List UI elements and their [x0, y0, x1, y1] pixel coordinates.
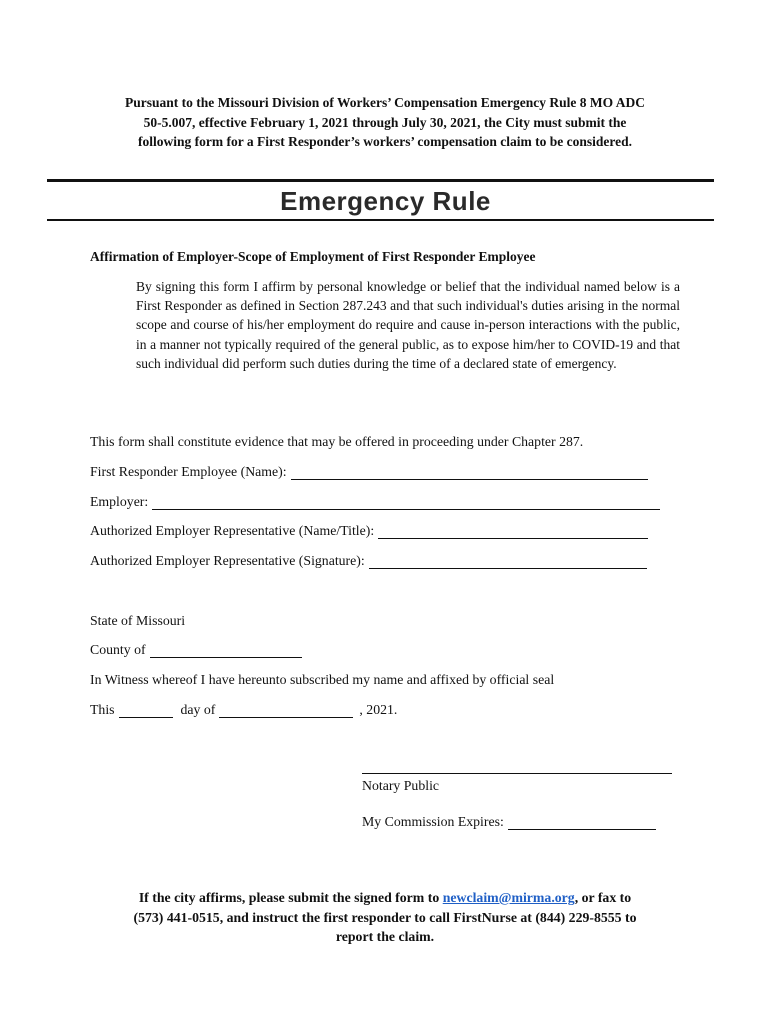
county-row — [90, 642, 302, 658]
witness-row — [90, 672, 554, 688]
date-row — [90, 702, 397, 718]
intro-line-2: 50-5.007, effective February 1, 2021 through July 30, 2021, the City must submit the — [143, 114, 627, 130]
rep-signature-row — [90, 553, 647, 569]
email-link[interactable]: newclaim@mirma.org — [442, 890, 575, 905]
rep-signature-field[interactable] — [369, 556, 647, 569]
county-field[interactable] — [150, 645, 302, 658]
footer-line-2: (573) 441-0515, and instruct the first responder to call FirstNurse at (844) 229-8555 to — [133, 909, 637, 925]
evidence-text: This form shall constitute evidence that may be offered in proceeding under Chapter 287. — [90, 434, 584, 449]
state-label: State of Missouri — [90, 613, 186, 628]
commission-label: My Commission Expires: — [362, 814, 504, 829]
year-label: , 2021. — [359, 702, 398, 717]
footer-pre-text: If the city affirms, please submit the signed form to — [138, 890, 440, 905]
notary-public-row — [362, 778, 439, 794]
footer-line-1 — [90, 888, 680, 908]
intro-line-3: following form for a First Responder’s workers’ compensation claim to be considered. — [138, 134, 632, 149]
month-field[interactable] — [219, 705, 353, 718]
section-heading: Affirmation of Employer-Scope of Employment of First Responder Employee — [90, 249, 536, 264]
notary-public-label: Notary Public — [362, 778, 440, 793]
evidence-statement — [90, 434, 583, 450]
footer-instructions — [90, 888, 680, 947]
county-label: County of — [90, 642, 146, 657]
intro-paragraph — [80, 93, 690, 152]
rep-name-title-field[interactable] — [378, 526, 648, 539]
rep-name-title-row — [90, 523, 648, 539]
day-field[interactable] — [119, 705, 173, 718]
employer-row — [90, 494, 660, 510]
employee-name-row — [90, 464, 648, 480]
top-divider — [47, 179, 714, 182]
employer-field[interactable] — [152, 497, 660, 510]
commission-field[interactable] — [508, 817, 656, 830]
notary-signature-line[interactable] — [362, 773, 672, 774]
employee-name-field[interactable] — [291, 467, 648, 480]
page-title: Emergency Rule — [280, 186, 491, 216]
employer-label: Employer: — [90, 494, 149, 509]
day-of-label: day of — [180, 702, 216, 717]
employee-name-label: First Responder Employee (Name): — [90, 464, 287, 479]
witness-text: In Witness whereof I have hereunto subscribed my name and affixed by official seal — [90, 672, 555, 687]
affirmation-text: By signing this form I affirm by personal knowledge or belief that the individual named below is a First Responder as defined in Section 287.243 and that such individual's duties arising in the normal scope and course of his/her employment do require and cause in-person interactions with the public, in a manner not typically required of the general public, as to expose him/her to COVID-19 and that such individual did perform such duties during the time of a declared state of emergency. — [136, 279, 680, 371]
bottom-divider — [47, 219, 714, 221]
rep-name-title-label: Authorized Employer Representative (Name/Title): — [90, 523, 375, 538]
rep-signature-label: Authorized Employer Representative (Signature): — [90, 553, 365, 568]
footer-post-text: , or fax to — [574, 890, 632, 905]
this-label: This — [90, 702, 115, 717]
state-row — [90, 613, 185, 629]
footer-line-3: report the claim. — [335, 929, 435, 944]
commission-row — [362, 814, 656, 830]
intro-line-1: Pursuant to the Missouri Division of Workers’ Compensation Emergency Rule 8 MO ADC — [125, 95, 645, 110]
